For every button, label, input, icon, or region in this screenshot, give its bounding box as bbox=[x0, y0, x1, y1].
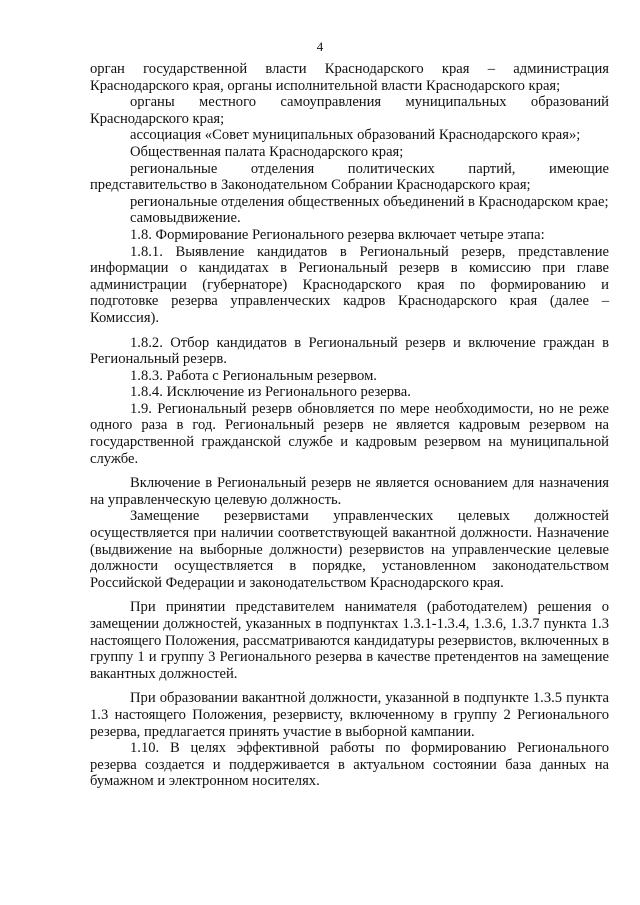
paragraph-replacement-by-reservists: Замещение резервистами управленческих целевых должностей осуществляется при наличии соответствующей вакантной должности. Назначение (выдвижение на выборные должности) резервистов на управленческие целевые должности осуществляется в порядке, установленном законодательством Российской Федерации и законодательством Краснодарского края. bbox=[90, 508, 609, 591]
paragraph-1-8-3: 1.8.3. Работа с Региональным резервом. bbox=[130, 367, 377, 384]
paragraph-state-authority: орган государственной власти Краснодарского края – администрация Краснодарского края, органы исполнительной власти Краснодарского края; bbox=[90, 61, 609, 94]
paragraph-public-chamber: Общественная палата Краснодарского края; bbox=[130, 143, 404, 160]
paragraph-1-8-2: 1.8.2. Отбор кандидатов в Региональный резерв и включение граждан в Региональный резерв. bbox=[90, 334, 609, 368]
paragraph-municipal-association: ассоциация «Совет муниципальных образований Краснодарского края»; bbox=[130, 127, 581, 144]
paragraph-self-nomination: самовыдвижение. bbox=[130, 210, 241, 227]
paragraph-1-10: 1.10. В целях эффективной работы по формированию Регионального резерва создается и поддерживается в актуальном состоянии база данных на бумажном и электронном носителях. bbox=[90, 740, 609, 790]
document-body bbox=[90, 61, 609, 790]
page-number: 4 bbox=[316, 39, 324, 54]
paragraph-inclusion-not-basis: Включение в Региональный резерв не является основанием для назначения на управленческую целевую должность. bbox=[90, 475, 609, 508]
paragraph-employer-decision: При принятии представителем нанимателя (работодателем) решения о замещении должностей, указанных в подпунктах 1.3.1-1.3.4, 1.3.6, 1.3.7 пункта 1.3 настоящего Положения, рассматриваются кандидатуры резервистов, включенных в группу 1 и группу 3 Регионального резерва в качестве претендентов на замещение вакантных должностей. bbox=[90, 599, 609, 682]
paragraph-elected-vacancy: При образовании вакантной должности, указанной в подпункте 1.3.5 пункта 1.3 настоящего Положения, резервисту, включенному в группу 2 Регионального резерва, предлагается принять участие в выборной кампании. bbox=[90, 690, 609, 740]
paragraph-1-8-4: 1.8.4. Исключение из Регионального резерва. bbox=[130, 384, 411, 401]
paragraph-political-parties: региональные отделения политических партий, имеющие представительство в Законодательном Собрании Краснодарского края; bbox=[90, 160, 609, 194]
paragraph-local-self-government: органы местного самоуправления муниципальных образований Краснодарского края; bbox=[90, 94, 609, 127]
paragraph-public-associations: региональные отделения общественных объединений в Краснодарском крае; bbox=[130, 193, 609, 210]
paragraph-1-8-1: 1.8.1. Выявление кандидатов в Региональный резерв, представление информации о кандидатах в Региональный резерв в комиссию при главе администрации (губернаторе) Краснодарского края по формированию и подготовке резерва управленческих кадров Краснодарского края (далее – Комиссия). bbox=[90, 243, 609, 326]
paragraph-1-9: 1.9. Региональный резерв обновляется по мере необходимости, но не реже одного раза в год. Региональный резерв не является кадровым резервом на государственной гражданской службе и кадровым резервом на муниципальной службе. bbox=[90, 400, 609, 467]
paragraph-1-8: 1.8. Формирование Регионального резерва включает четыре этапа: bbox=[130, 226, 545, 243]
